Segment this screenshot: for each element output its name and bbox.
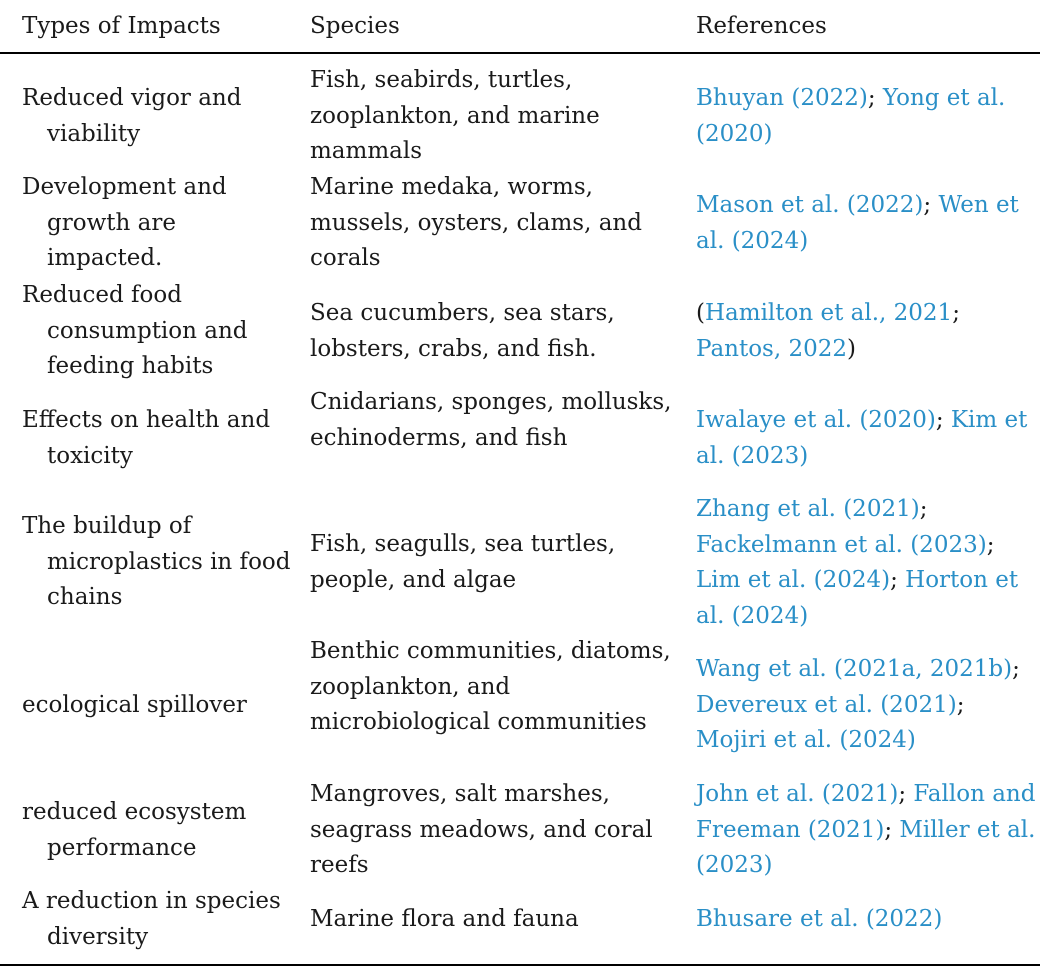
header-types-of-impacts: Types of Impacts (22, 13, 221, 39)
reference-link[interactable]: Pantos, 2022 (696, 335, 848, 362)
bottom-rule (0, 964, 1040, 966)
header-species: Species (310, 13, 400, 39)
reference-separator: ; (890, 567, 906, 593)
reference-separator: ( (696, 300, 705, 326)
reference-link[interactable]: Lim et al. (2024) (696, 567, 891, 593)
reference-link[interactable]: Mason et al. (2022) (696, 192, 924, 218)
reference-link[interactable]: Bhuyan (2022) (696, 85, 868, 111)
references-cell (696, 296, 1036, 367)
reference-link[interactable]: Wen et al. (2024) (696, 192, 1019, 254)
impact-cell: Reduced vigor and viability (22, 85, 242, 147)
reference-link[interactable]: Devereux et al. (2021) (696, 691, 957, 718)
references-cell (696, 902, 1036, 938)
reference-link[interactable]: Miller et al. (2023) (696, 816, 1036, 878)
reference-separator: ; (952, 300, 960, 326)
impact-cell: ecological spillover (22, 692, 247, 718)
reference-separator: ; (935, 407, 951, 433)
impact-cell: The buildup of microplastics in food chains (22, 513, 291, 610)
references-cell (696, 403, 1036, 474)
reference-link[interactable]: Horton et al. (2024) (696, 567, 1019, 629)
reference-separator: ; (956, 691, 965, 718)
impact-cell: Development and growth are impacted. (22, 174, 227, 271)
impact-cell: Effects on health and toxicity (22, 407, 271, 469)
species-cell: Mangroves, salt marshes, seagrass meadows, and coral reefs (310, 781, 653, 878)
reference-link[interactable]: Fallon and Freeman (2021) (696, 781, 1036, 843)
species-cell: Marine flora and fauna (310, 906, 579, 932)
reference-link[interactable]: Hamilton et al., 2021 (704, 300, 953, 326)
reference-link[interactable]: Yong et al. (2020) (696, 85, 1006, 147)
header-rule (0, 52, 1040, 54)
reference-separator: ; (986, 531, 995, 558)
reference-separator: ; (884, 816, 900, 843)
species-cell: Fish, seabirds, turtles, zooplankton, and marine mammals (310, 67, 600, 164)
references-cell (696, 777, 1036, 884)
references-cell (696, 81, 1036, 152)
references-cell (696, 492, 1036, 634)
reference-link[interactable]: Zhang et al. (2021) (696, 496, 920, 522)
species-cell: Cnidarians, sponges, mollusks, echinoderms, and fish (310, 389, 672, 451)
species-cell: Fish, seagulls, sea turtles, people, and algae (310, 531, 616, 593)
species-cell: Marine medaka, worms, mussels, oysters, clams, and corals (310, 174, 642, 271)
references-cell (696, 652, 1036, 759)
species-cell: Sea cucumbers, sea stars, lobsters, crabs, and fish. (310, 300, 615, 362)
reference-separator: ; (1012, 656, 1020, 682)
reference-link[interactable]: Bhusare et al. (2022) (696, 906, 943, 932)
reference-link[interactable]: Iwalaye et al. (2020) (696, 407, 936, 433)
reference-separator: ) (847, 335, 857, 362)
species-cell: Benthic communities, diatoms, zooplankton, and microbiological communities (310, 638, 671, 735)
reference-link[interactable]: Mojiri et al. (2024) (696, 727, 916, 753)
header-references: References (696, 13, 827, 39)
reference-link[interactable]: John et al. (2021) (696, 781, 899, 807)
impact-cell: reduced ecosystem performance (22, 799, 247, 861)
reference-separator: ; (898, 781, 914, 807)
reference-separator: ; (919, 496, 928, 522)
reference-link[interactable]: Kim et al. (2023) (696, 407, 1028, 469)
reference-link[interactable]: Wang et al. (2021a, 2021b) (696, 656, 1013, 682)
reference-link[interactable]: Fackelmann et al. (2023) (696, 531, 987, 558)
impact-cell: A reduction in species diversity (22, 888, 281, 950)
impact-cell: Reduced food consumption and feeding habits (22, 282, 248, 379)
references-cell (696, 188, 1036, 259)
reference-separator: ; (867, 85, 883, 111)
reference-separator: ; (923, 192, 939, 218)
